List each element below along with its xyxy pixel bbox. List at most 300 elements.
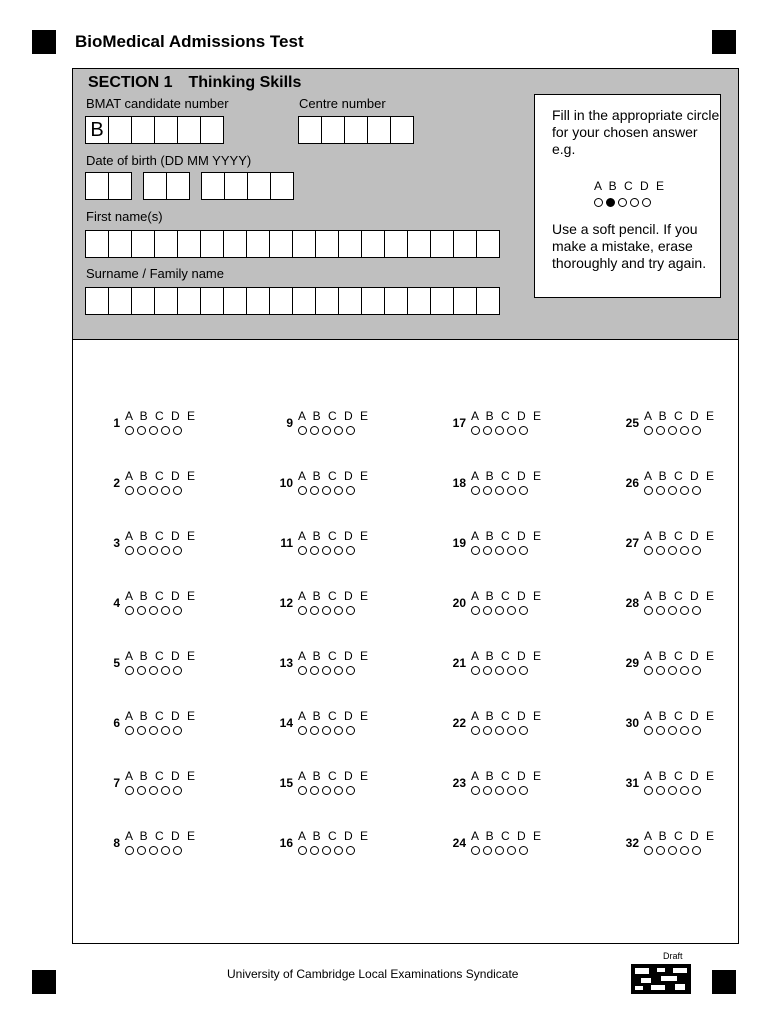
first-name-box[interactable] <box>131 230 155 258</box>
option-bubbles <box>644 666 716 675</box>
answer-options <box>298 649 370 675</box>
q15-option-c-bubble[interactable] <box>322 786 331 795</box>
q26-option-d-bubble[interactable] <box>680 486 689 495</box>
answer-options <box>125 709 197 735</box>
q4-option-e-bubble[interactable] <box>173 606 182 615</box>
q25-option-a-bubble[interactable] <box>644 426 653 435</box>
q30-option-d-bubble[interactable] <box>680 726 689 735</box>
q1-option-e-bubble[interactable] <box>173 426 182 435</box>
registration-mark-bottom-left <box>32 970 56 994</box>
q20-option-c-bubble[interactable] <box>495 606 504 615</box>
q27-option-b-bubble[interactable] <box>656 546 665 555</box>
q15-option-d-bubble[interactable] <box>334 786 343 795</box>
q7-option-d-bubble[interactable] <box>161 786 170 795</box>
q22-option-c-bubble[interactable] <box>495 726 504 735</box>
q21-option-e-bubble[interactable] <box>519 666 528 675</box>
option-bubbles <box>125 666 197 675</box>
q21-option-b-bubble[interactable] <box>483 666 492 675</box>
option-bubbles <box>125 846 197 855</box>
dob-year-boxes <box>201 172 293 200</box>
option-bubbles <box>298 426 370 435</box>
question-22 <box>441 709 551 743</box>
q12-option-d-bubble[interactable] <box>334 606 343 615</box>
option-letters: A B C D E <box>644 769 717 783</box>
q25-option-e-bubble[interactable] <box>692 426 701 435</box>
answer-options <box>644 829 716 855</box>
question-28 <box>614 589 724 623</box>
q3-option-e-bubble[interactable] <box>173 546 182 555</box>
q20-option-e-bubble[interactable] <box>519 606 528 615</box>
q7-option-c-bubble[interactable] <box>149 786 158 795</box>
surname-box[interactable] <box>108 287 132 315</box>
question-number: 32 <box>625 836 639 850</box>
example-option-e-bubble <box>642 198 651 207</box>
q13-option-c-bubble[interactable] <box>322 666 331 675</box>
q27-option-a-bubble[interactable] <box>644 546 653 555</box>
q28-option-d-bubble[interactable] <box>680 606 689 615</box>
option-letters: A B C D E <box>298 469 371 483</box>
q31-option-e-bubble[interactable] <box>692 786 701 795</box>
q2-option-b-bubble[interactable] <box>137 486 146 495</box>
option-letters: A B C D E <box>471 769 544 783</box>
q8-option-c-bubble[interactable] <box>149 846 158 855</box>
answer-options <box>644 649 716 675</box>
option-letters: A B C D E <box>125 469 198 483</box>
candidate-number-box[interactable]: B <box>85 116 109 144</box>
q29-option-a-bubble[interactable] <box>644 666 653 675</box>
q11-option-c-bubble[interactable] <box>322 546 331 555</box>
q11-option-e-bubble[interactable] <box>346 546 355 555</box>
option-bubbles <box>125 726 197 735</box>
q26-option-c-bubble[interactable] <box>668 486 677 495</box>
q4-option-b-bubble[interactable] <box>137 606 146 615</box>
option-letters: A B C D E <box>298 769 371 783</box>
q16-option-b-bubble[interactable] <box>310 846 319 855</box>
q14-option-d-bubble[interactable] <box>334 726 343 735</box>
question-13 <box>268 649 378 683</box>
answer-options <box>298 409 370 435</box>
first-name-box[interactable] <box>361 230 385 258</box>
answer-options <box>644 409 716 435</box>
option-bubbles <box>298 486 370 495</box>
registration-mark-bottom-right <box>712 970 736 994</box>
q32-option-e-bubble[interactable] <box>692 846 701 855</box>
q26-option-e-bubble[interactable] <box>692 486 701 495</box>
first-name-box[interactable] <box>223 230 247 258</box>
first-name-box[interactable] <box>154 230 178 258</box>
candidate-number-box[interactable] <box>200 116 224 144</box>
q23-option-d-bubble[interactable] <box>507 786 516 795</box>
centre-number-boxes <box>298 116 413 144</box>
option-letters: A B C D E <box>125 529 198 543</box>
surname-box[interactable] <box>384 287 408 315</box>
q6-option-a-bubble[interactable] <box>125 726 134 735</box>
surname-box[interactable] <box>407 287 431 315</box>
question-19 <box>441 529 551 563</box>
surname-box[interactable] <box>361 287 385 315</box>
candidate-number-box[interactable] <box>131 116 155 144</box>
q21-option-a-bubble[interactable] <box>471 666 480 675</box>
q19-option-c-bubble[interactable] <box>495 546 504 555</box>
surname-box[interactable] <box>269 287 293 315</box>
surname-boxes <box>85 287 499 315</box>
q24-option-e-bubble[interactable] <box>519 846 528 855</box>
option-letters: A B C D E <box>298 589 371 603</box>
q11-option-a-bubble[interactable] <box>298 546 307 555</box>
q14-option-e-bubble[interactable] <box>346 726 355 735</box>
question-number: 16 <box>279 836 293 850</box>
first-name-box[interactable] <box>430 230 454 258</box>
q10-option-e-bubble[interactable] <box>346 486 355 495</box>
q6-option-d-bubble[interactable] <box>161 726 170 735</box>
centre-number-box[interactable] <box>344 116 368 144</box>
example-option-b-bubble <box>606 198 615 207</box>
q12-option-e-bubble[interactable] <box>346 606 355 615</box>
surname-box[interactable] <box>177 287 201 315</box>
q16-option-d-bubble[interactable] <box>334 846 343 855</box>
q13-option-a-bubble[interactable] <box>298 666 307 675</box>
q19-option-a-bubble[interactable] <box>471 546 480 555</box>
candidate-number-label: BMAT candidate number <box>86 96 229 111</box>
q10-option-b-bubble[interactable] <box>310 486 319 495</box>
question-number: 30 <box>625 716 639 730</box>
q26-option-b-bubble[interactable] <box>656 486 665 495</box>
q27-option-d-bubble[interactable] <box>680 546 689 555</box>
q20-option-a-bubble[interactable] <box>471 606 480 615</box>
q4-option-a-bubble[interactable] <box>125 606 134 615</box>
answer-sheet-form <box>72 68 739 944</box>
q1-option-b-bubble[interactable] <box>137 426 146 435</box>
q32-option-d-bubble[interactable] <box>680 846 689 855</box>
answer-options <box>471 829 543 855</box>
q23-option-a-bubble[interactable] <box>471 786 480 795</box>
q24-option-b-bubble[interactable] <box>483 846 492 855</box>
surname-box[interactable] <box>292 287 316 315</box>
registration-mark-top-left <box>32 30 56 54</box>
answer-options <box>471 469 543 495</box>
q28-option-b-bubble[interactable] <box>656 606 665 615</box>
q7-option-e-bubble[interactable] <box>173 786 182 795</box>
q3-option-b-bubble[interactable] <box>137 546 146 555</box>
q19-option-d-bubble[interactable] <box>507 546 516 555</box>
surname-box[interactable] <box>85 287 109 315</box>
q29-option-e-bubble[interactable] <box>692 666 701 675</box>
registration-mark-top-right <box>712 30 736 54</box>
q10-option-a-bubble[interactable] <box>298 486 307 495</box>
question-24 <box>441 829 551 863</box>
q10-option-c-bubble[interactable] <box>322 486 331 495</box>
surname-box[interactable] <box>223 287 247 315</box>
question-number: 1 <box>113 416 120 430</box>
q11-option-b-bubble[interactable] <box>310 546 319 555</box>
first-name-box[interactable] <box>384 230 408 258</box>
q26-option-a-bubble[interactable] <box>644 486 653 495</box>
instructions-box <box>534 94 721 298</box>
q9-option-c-bubble[interactable] <box>322 426 331 435</box>
dob-month-box[interactable] <box>166 172 190 200</box>
q25-option-d-bubble[interactable] <box>680 426 689 435</box>
q6-option-e-bubble[interactable] <box>173 726 182 735</box>
question-9 <box>268 409 378 443</box>
question-number: 22 <box>452 716 466 730</box>
q23-option-e-bubble[interactable] <box>519 786 528 795</box>
q27-option-c-bubble[interactable] <box>668 546 677 555</box>
answer-options <box>644 709 716 735</box>
q28-option-e-bubble[interactable] <box>692 606 701 615</box>
centre-number-box[interactable] <box>390 116 414 144</box>
q9-option-b-bubble[interactable] <box>310 426 319 435</box>
dob-day-box[interactable] <box>108 172 132 200</box>
option-bubbles <box>125 546 197 555</box>
first-name-box[interactable] <box>453 230 477 258</box>
q6-option-c-bubble[interactable] <box>149 726 158 735</box>
candidate-number-box[interactable] <box>177 116 201 144</box>
question-18 <box>441 469 551 503</box>
centre-number-label: Centre number <box>299 96 386 111</box>
q13-option-e-bubble[interactable] <box>346 666 355 675</box>
q12-option-b-bubble[interactable] <box>310 606 319 615</box>
question-number: 6 <box>113 716 120 730</box>
q7-option-b-bubble[interactable] <box>137 786 146 795</box>
q31-option-d-bubble[interactable] <box>680 786 689 795</box>
answer-options <box>298 709 370 735</box>
question-number: 13 <box>279 656 293 670</box>
q9-option-a-bubble[interactable] <box>298 426 307 435</box>
q29-option-b-bubble[interactable] <box>656 666 665 675</box>
answer-options <box>125 409 197 435</box>
q2-option-d-bubble[interactable] <box>161 486 170 495</box>
q13-option-b-bubble[interactable] <box>310 666 319 675</box>
q4-option-c-bubble[interactable] <box>149 606 158 615</box>
q13-option-d-bubble[interactable] <box>334 666 343 675</box>
q19-option-b-bubble[interactable] <box>483 546 492 555</box>
q32-option-c-bubble[interactable] <box>668 846 677 855</box>
q12-option-a-bubble[interactable] <box>298 606 307 615</box>
option-letters: A B C D E <box>644 409 717 423</box>
q7-option-a-bubble[interactable] <box>125 786 134 795</box>
question-16 <box>268 829 378 863</box>
first-name-box[interactable] <box>85 230 109 258</box>
q22-option-a-bubble[interactable] <box>471 726 480 735</box>
q17-option-b-bubble[interactable] <box>483 426 492 435</box>
q12-option-c-bubble[interactable] <box>322 606 331 615</box>
q29-option-d-bubble[interactable] <box>680 666 689 675</box>
question-number: 27 <box>625 536 639 550</box>
dob-year-box[interactable] <box>270 172 294 200</box>
surname-box[interactable] <box>476 287 500 315</box>
q18-option-e-bubble[interactable] <box>519 486 528 495</box>
q6-option-b-bubble[interactable] <box>137 726 146 735</box>
q24-option-d-bubble[interactable] <box>507 846 516 855</box>
q31-option-c-bubble[interactable] <box>668 786 677 795</box>
question-number: 28 <box>625 596 639 610</box>
q24-option-c-bubble[interactable] <box>495 846 504 855</box>
option-bubbles <box>471 486 543 495</box>
candidate-number-box[interactable] <box>154 116 178 144</box>
q15-option-e-bubble[interactable] <box>346 786 355 795</box>
q18-option-a-bubble[interactable] <box>471 486 480 495</box>
q22-option-d-bubble[interactable] <box>507 726 516 735</box>
candidate-number-box[interactable] <box>108 116 132 144</box>
q17-option-e-bubble[interactable] <box>519 426 528 435</box>
dob-year-box[interactable] <box>201 172 225 200</box>
q14-option-c-bubble[interactable] <box>322 726 331 735</box>
first-name-box[interactable] <box>476 230 500 258</box>
q32-option-a-bubble[interactable] <box>644 846 653 855</box>
q24-option-a-bubble[interactable] <box>471 846 480 855</box>
q17-option-d-bubble[interactable] <box>507 426 516 435</box>
question-number: 3 <box>113 536 120 550</box>
first-name-box[interactable] <box>177 230 201 258</box>
first-name-box[interactable] <box>407 230 431 258</box>
q5-option-c-bubble[interactable] <box>149 666 158 675</box>
q30-option-b-bubble[interactable] <box>656 726 665 735</box>
answer-options <box>644 529 716 555</box>
first-name-boxes <box>85 230 499 258</box>
option-letters: A B C D E <box>471 829 544 843</box>
option-letters: A B C D E <box>298 649 371 663</box>
q2-option-a-bubble[interactable] <box>125 486 134 495</box>
q16-option-c-bubble[interactable] <box>322 846 331 855</box>
first-name-box[interactable] <box>269 230 293 258</box>
q14-option-b-bubble[interactable] <box>310 726 319 735</box>
q20-option-b-bubble[interactable] <box>483 606 492 615</box>
q9-option-d-bubble[interactable] <box>334 426 343 435</box>
option-bubbles <box>298 726 370 735</box>
q20-option-d-bubble[interactable] <box>507 606 516 615</box>
question-8 <box>95 829 205 863</box>
question-number: 11 <box>280 536 293 550</box>
surname-box[interactable] <box>131 287 155 315</box>
q18-option-c-bubble[interactable] <box>495 486 504 495</box>
surname-box[interactable] <box>453 287 477 315</box>
question-4 <box>95 589 205 623</box>
draft-label: Draft <box>663 951 683 961</box>
q3-option-a-bubble[interactable] <box>125 546 134 555</box>
q15-option-b-bubble[interactable] <box>310 786 319 795</box>
surname-box[interactable] <box>315 287 339 315</box>
option-bubbles <box>471 846 543 855</box>
dob-year-box[interactable] <box>247 172 271 200</box>
q17-option-c-bubble[interactable] <box>495 426 504 435</box>
question-number: 4 <box>113 596 120 610</box>
q28-option-c-bubble[interactable] <box>668 606 677 615</box>
q5-option-b-bubble[interactable] <box>137 666 146 675</box>
q3-option-c-bubble[interactable] <box>149 546 158 555</box>
surname-box[interactable] <box>246 287 270 315</box>
option-bubbles <box>471 726 543 735</box>
q18-option-b-bubble[interactable] <box>483 486 492 495</box>
option-letters: A B C D E <box>298 829 371 843</box>
q17-option-a-bubble[interactable] <box>471 426 480 435</box>
q30-option-e-bubble[interactable] <box>692 726 701 735</box>
surname-box[interactable] <box>200 287 224 315</box>
q27-option-e-bubble[interactable] <box>692 546 701 555</box>
q8-option-b-bubble[interactable] <box>137 846 146 855</box>
first-name-box[interactable] <box>246 230 270 258</box>
q10-option-d-bubble[interactable] <box>334 486 343 495</box>
q18-option-d-bubble[interactable] <box>507 486 516 495</box>
dob-year-box[interactable] <box>224 172 248 200</box>
q8-option-a-bubble[interactable] <box>125 846 134 855</box>
q30-option-a-bubble[interactable] <box>644 726 653 735</box>
q22-option-e-bubble[interactable] <box>519 726 528 735</box>
q1-option-c-bubble[interactable] <box>149 426 158 435</box>
footer-organisation: University of Cambridge Local Examinations Syndicate <box>227 967 519 981</box>
q22-option-b-bubble[interactable] <box>483 726 492 735</box>
option-bubbles <box>644 426 716 435</box>
question-number: 25 <box>625 416 639 430</box>
q11-option-d-bubble[interactable] <box>334 546 343 555</box>
q2-option-c-bubble[interactable] <box>149 486 158 495</box>
question-number: 15 <box>279 776 293 790</box>
option-letters: A B C D E <box>644 829 717 843</box>
centre-number-box[interactable] <box>298 116 322 144</box>
q30-option-c-bubble[interactable] <box>668 726 677 735</box>
q32-option-b-bubble[interactable] <box>656 846 665 855</box>
q9-option-e-bubble[interactable] <box>346 426 355 435</box>
q4-option-d-bubble[interactable] <box>161 606 170 615</box>
q21-option-c-bubble[interactable] <box>495 666 504 675</box>
q23-option-b-bubble[interactable] <box>483 786 492 795</box>
q5-option-a-bubble[interactable] <box>125 666 134 675</box>
q5-option-e-bubble[interactable] <box>173 666 182 675</box>
q16-option-a-bubble[interactable] <box>298 846 307 855</box>
q8-option-d-bubble[interactable] <box>161 846 170 855</box>
example-answer <box>594 178 720 207</box>
q21-option-d-bubble[interactable] <box>507 666 516 675</box>
dob-month-box[interactable] <box>143 172 167 200</box>
q28-option-a-bubble[interactable] <box>644 606 653 615</box>
q31-option-a-bubble[interactable] <box>644 786 653 795</box>
q5-option-d-bubble[interactable] <box>161 666 170 675</box>
q14-option-a-bubble[interactable] <box>298 726 307 735</box>
first-name-box[interactable] <box>108 230 132 258</box>
answer-options <box>644 589 716 615</box>
surname-box[interactable] <box>154 287 178 315</box>
q25-option-c-bubble[interactable] <box>668 426 677 435</box>
q25-option-b-bubble[interactable] <box>656 426 665 435</box>
q1-option-d-bubble[interactable] <box>161 426 170 435</box>
first-name-box[interactable] <box>292 230 316 258</box>
first-name-box[interactable] <box>200 230 224 258</box>
question-1 <box>95 409 205 443</box>
option-letters: A B C D E <box>644 529 717 543</box>
q16-option-e-bubble[interactable] <box>346 846 355 855</box>
q31-option-b-bubble[interactable] <box>656 786 665 795</box>
option-bubbles <box>644 786 716 795</box>
surname-box[interactable] <box>430 287 454 315</box>
centre-number-box[interactable] <box>321 116 345 144</box>
q3-option-d-bubble[interactable] <box>161 546 170 555</box>
q19-option-e-bubble[interactable] <box>519 546 528 555</box>
surname-box[interactable] <box>338 287 362 315</box>
q2-option-e-bubble[interactable] <box>173 486 182 495</box>
centre-number-box[interactable] <box>367 116 391 144</box>
q8-option-e-bubble[interactable] <box>173 846 182 855</box>
q1-option-a-bubble[interactable] <box>125 426 134 435</box>
answer-options <box>125 829 197 855</box>
q29-option-c-bubble[interactable] <box>668 666 677 675</box>
first-name-box[interactable] <box>338 230 362 258</box>
q15-option-a-bubble[interactable] <box>298 786 307 795</box>
option-bubbles <box>644 486 716 495</box>
q23-option-c-bubble[interactable] <box>495 786 504 795</box>
question-3 <box>95 529 205 563</box>
dob-day-box[interactable] <box>85 172 109 200</box>
first-name-box[interactable] <box>315 230 339 258</box>
question-number: 18 <box>452 476 466 490</box>
